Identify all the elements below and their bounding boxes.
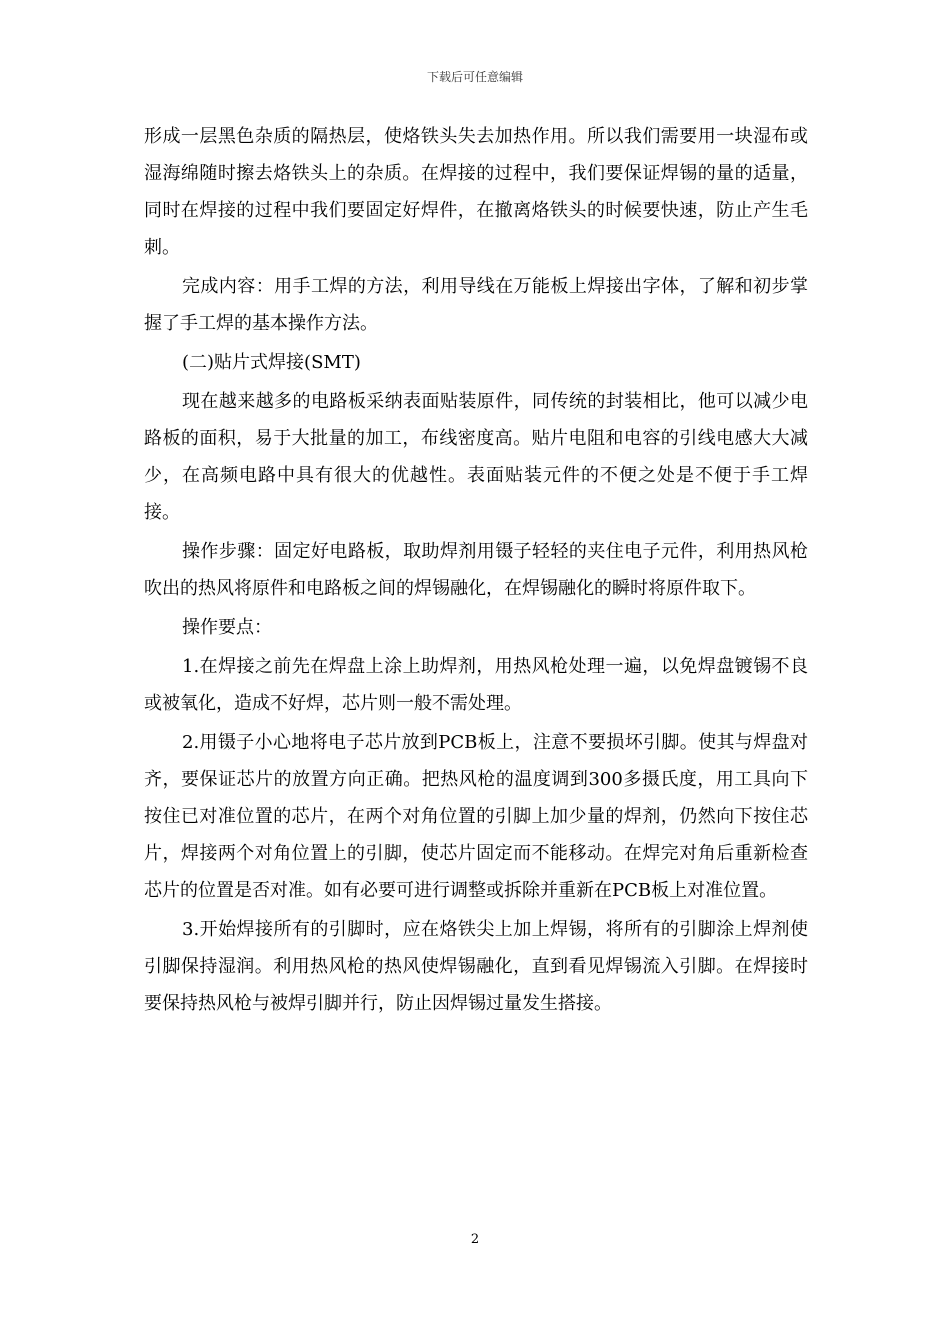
paragraph-continuation: 形成一层黑色杂质的隔热层，使烙铁头失去加热作用。所以我们需要用一块湿布或湿海绵随时擦去烙铁头上的杂质。在焊接的过程中，我们要保证焊锡的量的适量，同时在焊接的过程中我们要固定好焊件，在撤离烙铁头的时候要快速，防止产生毛刺。	[144, 126, 808, 258]
paragraph-completion: 完成内容：用手工焊的方法，利用导线在万能板上焊接出字体，了解和初步掌握了手工焊的基本操作方法。	[144, 276, 808, 334]
list-item-point-3: 3.开始焊接所有的引脚时，应在烙铁尖上加上焊锡，将所有的引脚涂上焊剂使引脚保持湿润。利用热风枪的热风使焊锡融化，直到看见焊锡流入引脚。在焊接时要保持热风枪与被焊引脚并行，防止因焊锡过量发生搭接。	[144, 919, 808, 1014]
page-header: 下载后可任意编辑	[426, 70, 523, 84]
paragraph-key-points-label: 操作要点：	[182, 617, 272, 638]
page-number: 2	[470, 1232, 480, 1247]
list-item-point-2: 2.用镊子小心地将电子芯片放到PCB板上，注意不要损坏引脚。使其与焊盘对齐，要保证芯片的放置方向正确。把热风枪的温度调到300多摄氏度，用工具向下按住已对准位置的芯片，在两个对角位置的引脚上加少量的焊剂，仍然向下按住芯片，焊接两个对角位置上的引脚，使芯片固定而不能移动。在焊完对角后重新检查芯片的位置是否对准。如有必要可进行调整或拆除并重新在PCB板上对准位置。	[144, 732, 808, 901]
document-body	[144, 118, 808, 1022]
paragraph-steps: 操作步骤：固定好电路板，取助焊剂用镊子轻轻的夹住电子元件，利用热风枪吹出的热风将原件和电路板之间的焊锡融化，在焊锡融化的瞬时将原件取下。	[144, 541, 808, 599]
list-item-point-1: 1.在焊接之前先在焊盘上涂上助焊剂，用热风枪处理一遍，以免焊盘镀锡不良或被氧化，造成不好焊，芯片则一般不需处理。	[144, 656, 808, 714]
paragraph-smt-intro: 现在越来越多的电路板采纳表面贴装原件，同传统的封装相比，他可以减少电路板的面积，易于大批量的加工，布线密度高。贴片电阻和电容的引线电感大大减少，在高频电路中具有很大的优越性。表面贴装元件的不便之处是不便于手工焊接。	[144, 391, 808, 523]
section-heading-smt: (二)贴片式焊接(SMT)	[182, 352, 361, 373]
